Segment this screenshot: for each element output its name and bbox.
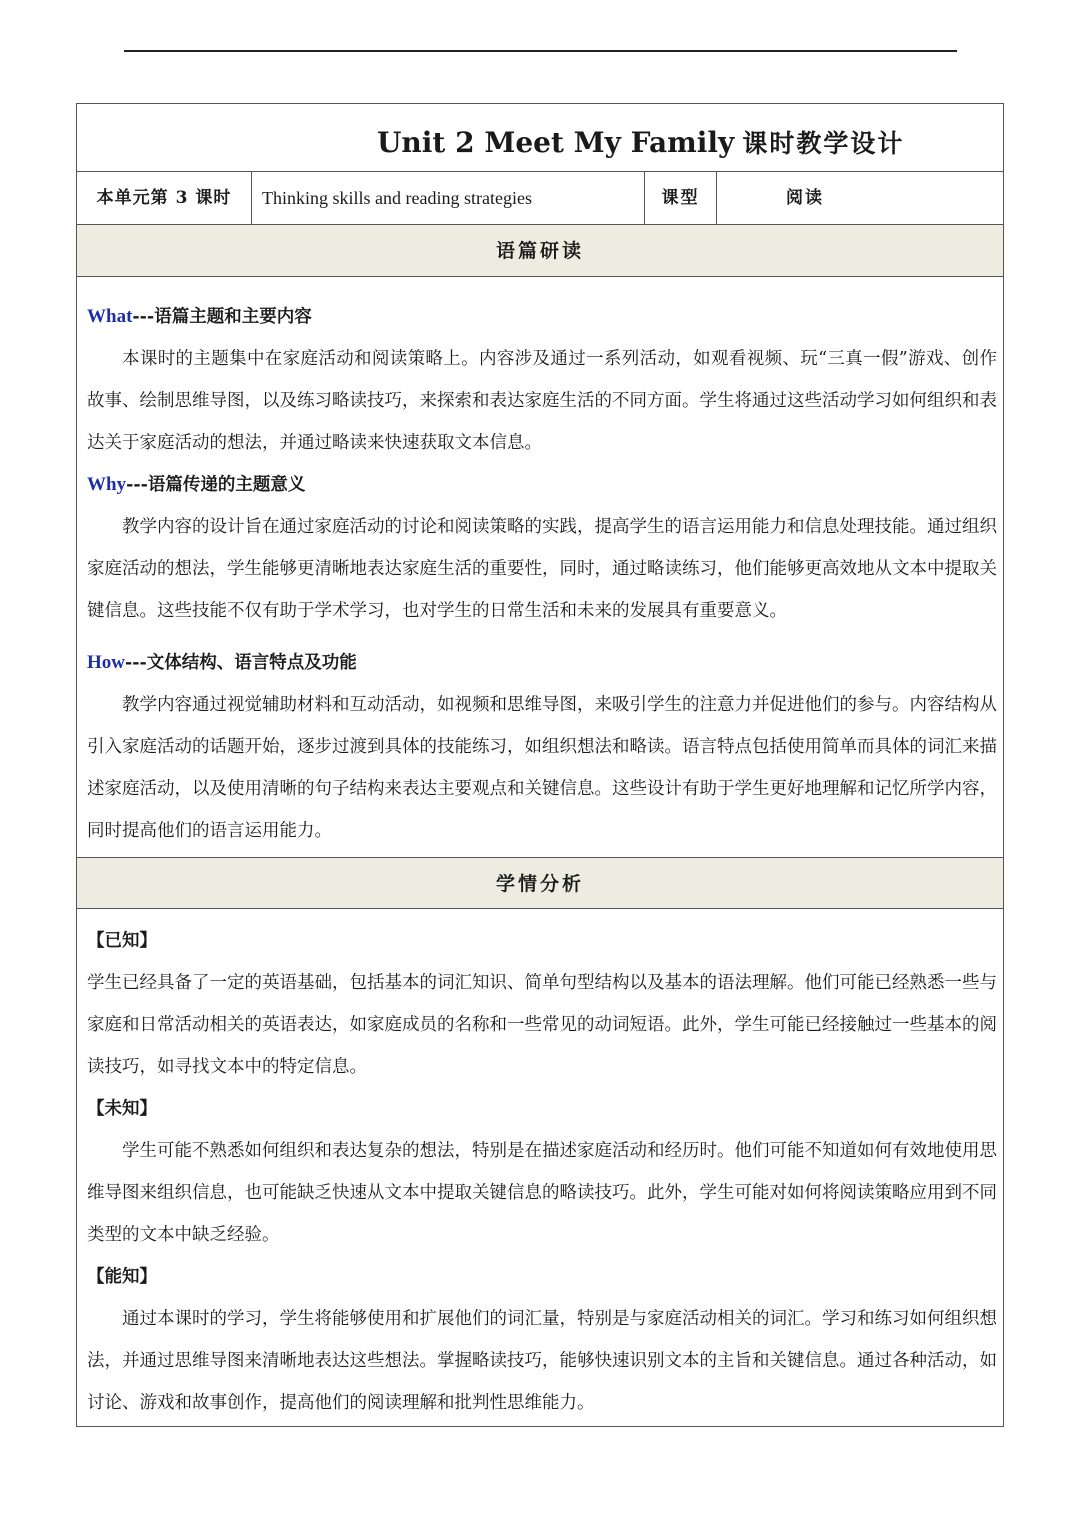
- why-subtitle: ---语篇传递的主题意义: [126, 475, 306, 495]
- unknown-paragraph: 学生可能不熟悉如何组织和表达复杂的想法，特别是在描述家庭活动和经历时。他们可能不知道如何有效地使用思维导图来组织信息，也可能缺乏快速从文本中提取关键信息的略读技巧。此外，学生可能对如何将阅读策略应用到不同类型的文本中缺乏经验。: [87, 1141, 997, 1245]
- why-label: Why: [87, 474, 127, 495]
- known-paragraph: 学生已经具备了一定的英语基础，包括基本的词汇知识、简单句型结构以及基本的语法理解。他们可能已经熟悉一些与家庭和日常活动相关的英语表达，如家庭成员的名称和一些常见的动词短语。此外，学生可能已经接触过一些基本的阅读技巧，如寻找文本中的特定信息。: [87, 973, 997, 1077]
- why-heading: [87, 464, 997, 506]
- how-label: How: [87, 652, 125, 673]
- how-heading: [87, 642, 997, 684]
- lesson-type-label: 课型: [645, 172, 717, 224]
- what-label: What: [87, 306, 133, 327]
- able-heading: 【能知】: [87, 1267, 157, 1287]
- lesson-number-cell: 本单元第 3 课时: [77, 172, 252, 224]
- how-subtitle: ---文体结构、语言特点及功能: [125, 653, 357, 673]
- section-heading-text-study: 语篇研读: [77, 225, 1003, 277]
- text-study-content: [87, 296, 997, 852]
- info-row: [77, 172, 1003, 225]
- what-heading: [87, 296, 997, 338]
- what-subtitle: ---语篇主题和主要内容: [132, 307, 312, 327]
- what-paragraph: 本课时的主题集中在家庭活动和阅读策略上。内容涉及通过一系列活动，如观看视频、玩“三真一假”游戏、创作故事、绘制思维导图，以及练习略读技巧，来探索和表达家庭生活的不同方面。学生将通过这些活动学习如何组织和表达关于家庭活动的想法，并通过略读来快速获取文本信息。: [87, 349, 997, 453]
- unknown-heading: 【未知】: [87, 1099, 157, 1119]
- how-paragraph: 教学内容通过视觉辅助材料和互动活动，如视频和思维导图，来吸引学生的注意力并促进他们的参与。内容结构从引入家庭活动的话题开始，逐步过渡到具体的技能练习，如组织想法和略读。语言特点包括使用简单而具体的词汇来描述家庭活动，以及使用清晰的句子结构来表达主要观点和关键信息。这些设计有助于学生更好地理解和记忆所学内容，同时提高他们的语言运用能力。: [87, 695, 997, 841]
- lesson-type-value: 阅读: [786, 188, 824, 208]
- known-heading: 【已知】: [87, 931, 157, 951]
- able-paragraph: 通过本课时的学习，学生将能够使用和扩展他们的词汇量，特别是与家庭活动相关的词汇。学习和练习如何组织想法，并通过思维导图来清晰地表达这些想法。掌握略读技巧，能够快速识别文本的主旨和关键信息。通过各种活动，如讨论、游戏和故事创作，提高他们的阅读理解和批判性思维能力。: [87, 1309, 997, 1413]
- title-row: [77, 104, 1003, 172]
- why-paragraph: 教学内容的设计旨在通过家庭活动的讨论和阅读策略的实践，提高学生的语言运用能力和信息处理技能。通过组织家庭活动的想法，学生能够更清晰地表达家庭生活的重要性，同时，通过略读练习，他们能够更高效地从文本中提取关键信息。这些技能不仅有助于学术学习，也对学生的日常生活和未来的发展具有重要意义。: [87, 517, 997, 621]
- lesson-design-table: [76, 103, 1004, 1427]
- header-rule: [124, 50, 957, 52]
- page-title: [377, 124, 904, 160]
- title-english: Unit 2 Meet My Family: [377, 126, 735, 159]
- lesson-topic-cell: Thinking skills and reading strategies: [252, 172, 645, 224]
- learner-analysis-content: [87, 920, 997, 1424]
- title-chinese: 课时教学设计: [742, 129, 905, 158]
- section-heading-learner-analysis: 学情分析: [77, 857, 1003, 909]
